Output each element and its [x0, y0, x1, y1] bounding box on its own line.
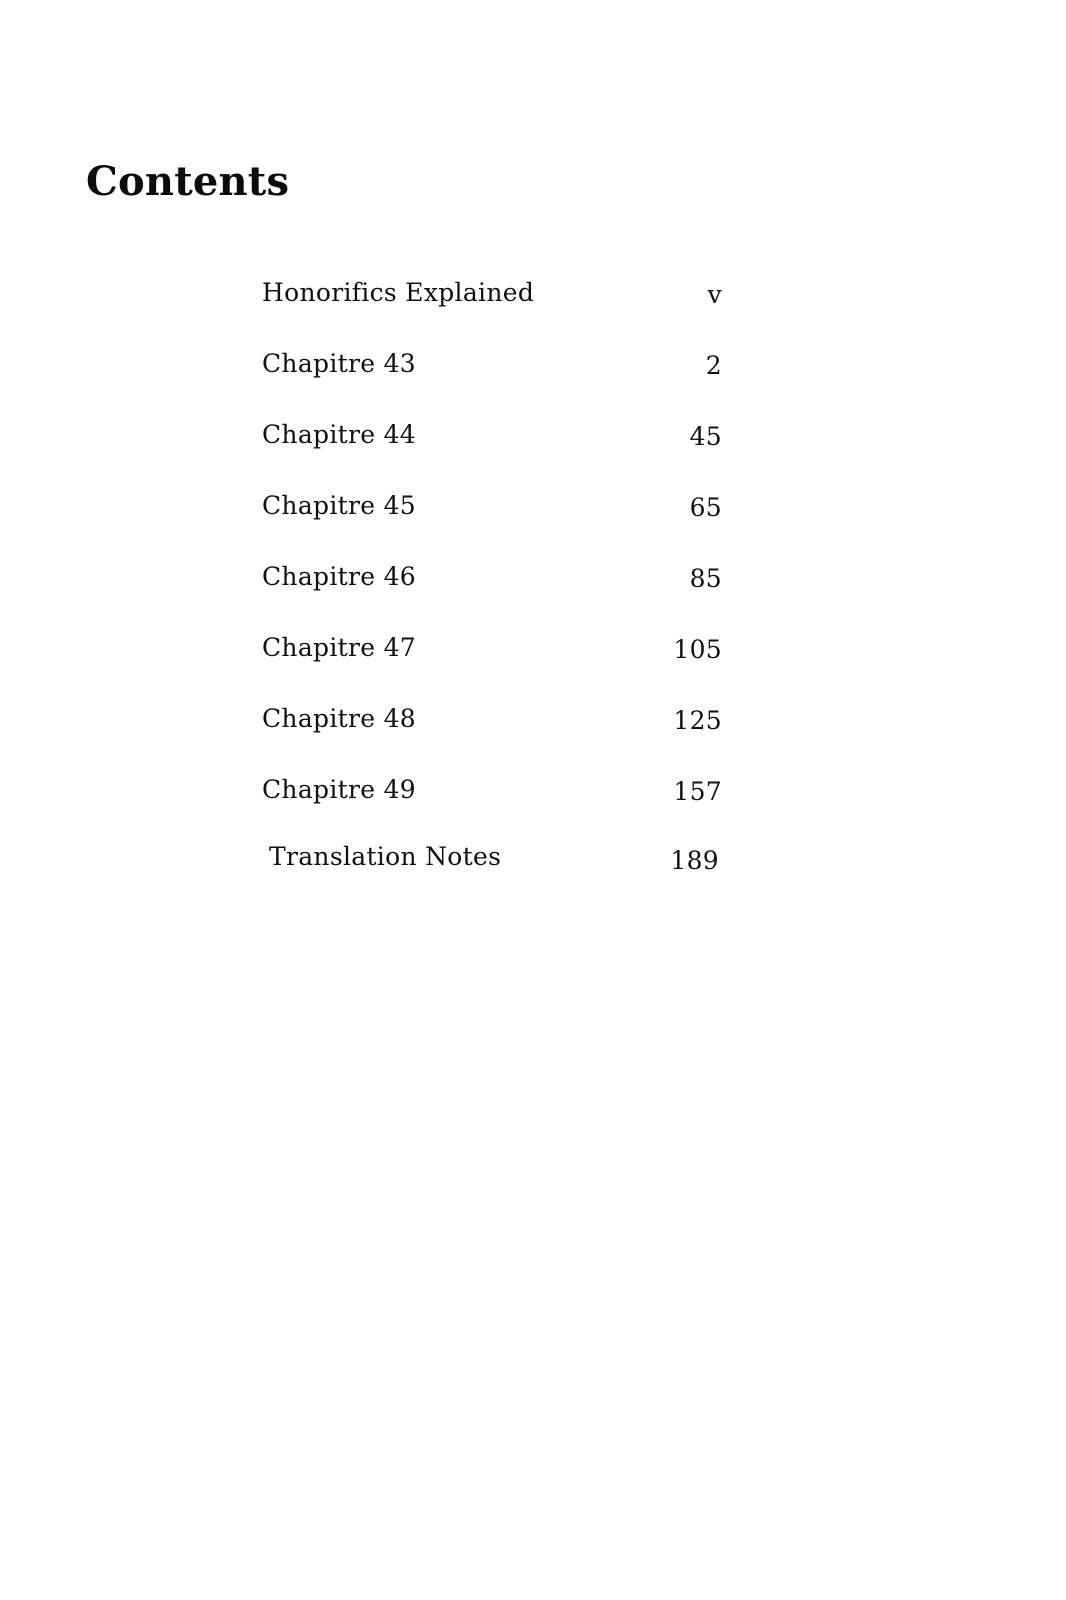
toc-entry-translation-notes[interactable] — [262, 844, 722, 915]
toc-entry-label: Chapitre 48 — [262, 704, 416, 733]
toc-entry-label: Chapitre 43 — [262, 349, 416, 378]
toc-entry-label: Chapitre 45 — [262, 491, 416, 520]
toc-entry-label: Honorifics Explained — [262, 278, 535, 307]
toc-entry-chapitre-49[interactable] — [262, 773, 722, 844]
toc-entry-honorifics[interactable] — [262, 276, 722, 347]
toc-entry-page-number: 125 — [673, 706, 722, 735]
toc-entry-page-number: 157 — [673, 777, 722, 806]
toc-entry-page-number: 2 — [705, 351, 722, 380]
toc-entry-chapitre-48[interactable] — [262, 702, 722, 773]
toc-entry-label: Translation Notes — [269, 842, 502, 871]
toc-entry-page-number: 65 — [689, 493, 722, 522]
toc-entry-page-number: 45 — [689, 422, 722, 451]
toc-entry-page-number: 85 — [689, 564, 722, 593]
toc-entry-label: Chapitre 47 — [262, 633, 416, 662]
toc-entry-page-number: 189 — [670, 846, 719, 875]
table-of-contents — [262, 276, 722, 915]
page-title: Contents — [86, 158, 290, 205]
toc-entry-chapitre-44[interactable] — [262, 418, 722, 489]
toc-entry-chapitre-46[interactable] — [262, 560, 722, 631]
toc-entry-page-number: 105 — [673, 635, 722, 664]
toc-entry-chapitre-45[interactable] — [262, 489, 722, 560]
toc-entry-label: Chapitre 44 — [262, 420, 416, 449]
toc-entry-chapitre-47[interactable] — [262, 631, 722, 702]
toc-entry-page-number: v — [707, 280, 722, 309]
toc-entry-label: Chapitre 46 — [262, 562, 416, 591]
toc-entry-label: Chapitre 49 — [262, 775, 416, 804]
toc-entry-chapitre-43[interactable] — [262, 347, 722, 418]
